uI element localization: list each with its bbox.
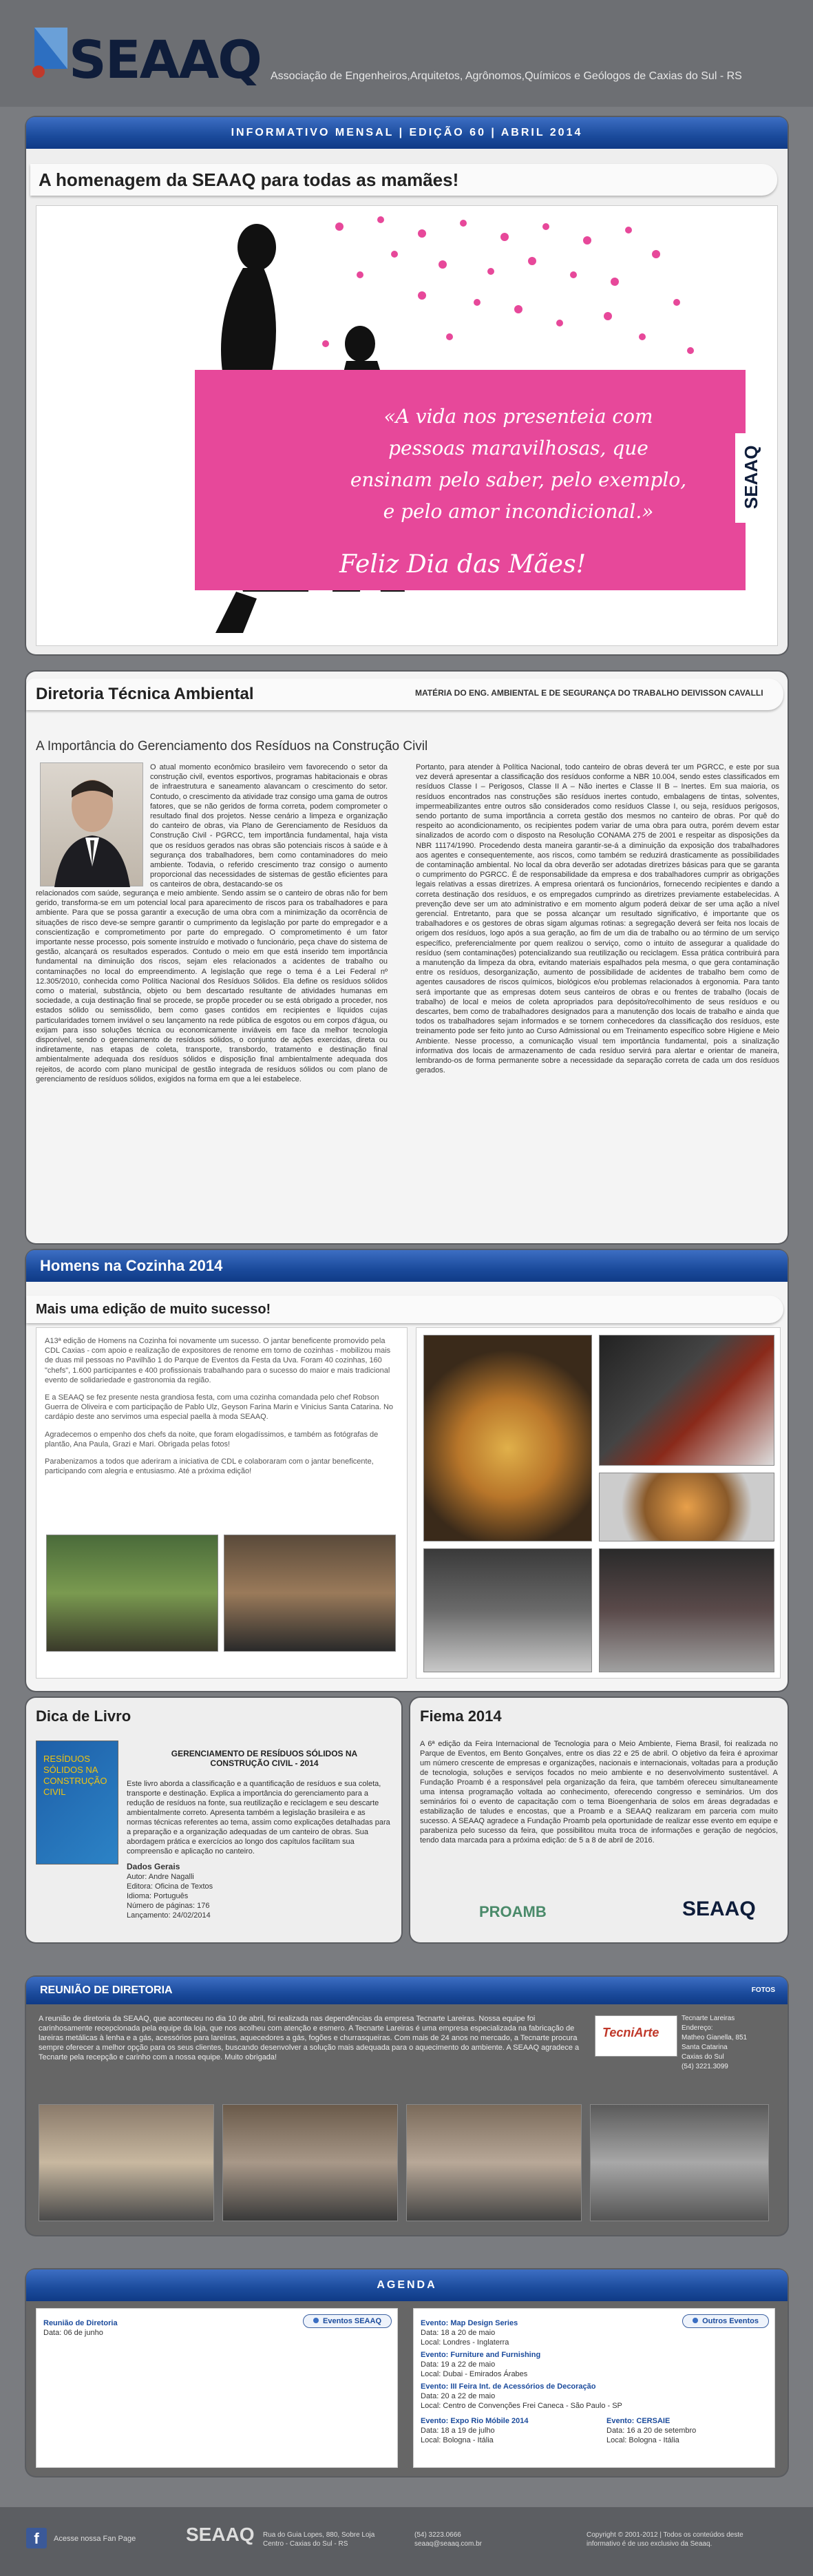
article-column: O atual momento econômico brasileiro vem favorecendo o setor da construção civil, eventos esportivos, programas habitacionais e obras de infraestrutura e saneamento alavancam o crescimento do setor. Contudo, o crescimento da atividade traz consigo uma gama de outros fatores, que se não geridos de forma correta, podem comprometer o resultado final dos projetos. Nesse cenário a limpeza e organização do canteiro de obras, via Plano de Gerenciamento de Resíduos da Construção Civil - PGRCC, tem importância fundamental, haja vista que os resíduos gerados nas obras são potenciais riscos à saúde e à segurança dos trabalhadores, bem como contaminadores do meio ambiente. Todavia, o referido crescimento traz consigo o aumento proporcional das necessidades de sistemas de gestão eficientes para os canteiros de obra, destacando-se os xyxy=(150,763,388,889)
mothers-day-quote xyxy=(326,401,711,528)
proamb-text: PROAMB xyxy=(479,1903,547,1920)
event-location: Local: Bologna - Itália xyxy=(606,2436,679,2444)
dica-livro-section xyxy=(26,1698,401,1942)
brand-text: SEAAQ xyxy=(741,445,761,509)
book-language: Idioma: Português xyxy=(127,1892,189,1900)
logo-text: SEAAQ xyxy=(69,29,261,90)
paragraph: A13ª edição de Homens na Cozinha foi novamente um sucesso. O jantar beneficente promovido pela CDL Caxias - com apoio e realização de expositores de renome em torno de cozinhas - mobilizou mais de duas mil pessoas no Pavilhão 1 do Parque de Eventos da Festa da Uva. Foram 40 cozinhas, 160 "chefs", 1.600 participantes e 400 profissionais trabalhando para o sucesso do maior e mais tradicional evento de solidariedade e gastronomia da região. xyxy=(45,1337,391,1384)
homens-bar: Homens na Cozinha 2014 xyxy=(26,1250,788,1282)
footer-address xyxy=(263,2531,374,2548)
book-author: Autor: Andre Nagalli xyxy=(127,1873,194,1881)
quote-line: ensinam pelo saber, pelo exemplo, xyxy=(350,468,687,491)
quote-line: «A vida nos presenteia com xyxy=(383,405,653,428)
agenda-event xyxy=(421,2382,622,2411)
agenda-bar: AGENDA xyxy=(26,2269,788,2301)
fan-page-link[interactable]: Acesse nossa Fan Page xyxy=(54,2535,136,2543)
info-line: Matheo Gianella, 851 xyxy=(682,2034,748,2042)
dica-title: Dica de Livro xyxy=(36,1707,131,1725)
mothers-day-banner xyxy=(36,205,778,646)
fiema-text: A 6ª edição da Feira Internacional de Tecnologia para o Meio Ambiente, Fiema Brasil, foi realizada no Parque de Eventos, em Bento Gonçalves, entre os dias 22 e 25 de abril. O objetivo da feira é aproximar um número crescente de empresas e organizações, nacionais e internacionais, voltadas para a produção de tecnologia, soluções e serviços focados no meio ambiente e no desenvolvimento sustentável. A Fundação Proamb é a responsável pela organização da feira, que também ofereceu simultaneamente uma intensa programação voltada ao conhecimento, oferecendo congresso e seminários. Um dos seminários foi o evento de capacitação com o tema Bioengenharia de solos em áreas degradadas e estabilização de taludes e encostas, que a Proamb e a SEAAQ realizaram em parceria com muito sucesso. A SEAAQ agradece a Fundação Proamb pela oportunidade de realizar esse evento em equipe e parabeniza pelo sucesso da feira, que possibilitou muita troca de informações e geração de negócios, tendo data marcada para a próxima edição: de 5 a 8 de abril de 2016. xyxy=(420,1740,778,1845)
fotos-link[interactable]: FOTOS xyxy=(751,1986,775,1994)
seaaq-text: SEAAQ xyxy=(682,1898,756,1920)
homens-text-panel xyxy=(36,1327,408,1679)
reuniao-text: A reunião de diretoria da SEAAQ, que aconteceu no dia 10 de abril, foi realizada nas dependências da empresa Tecnarte Lareiras. Nossa equipe foi carinhosamente recepcionada pela equipe da loja, que nos acolheu com atenção e esmero. A Tecnarte Lareiras é uma empresa especializada na fabricação de lareiras metálicas à lenha e a gás, acessórios para lareiras, aquecedores a gás, fogões e churrasqueiras. Com mais de 24 anos no mercado, a Tecnarte procura sempre oferecer a melhor opção para os seus clientes, buscando desenvolver a solução mais adequada para o aquecimento do ambiente. A SEAAQ agradece a Tecnarte pela recepção e carinho com a nossa equipe. Muito obrigada! xyxy=(39,2015,580,2061)
header xyxy=(0,0,813,107)
eventos-seaaq-tab[interactable]: Eventos SEAAQ xyxy=(303,2314,392,2328)
book-release: Lançamento: 24/02/2014 xyxy=(127,1911,211,1920)
event-title: Reunião de Diretoria xyxy=(43,2319,118,2327)
agenda-event xyxy=(421,2416,586,2445)
address-line: Rua do Guia Lopes, 880, Sobre Loja xyxy=(263,2531,375,2539)
event-date: Data: 19 a 22 de maio xyxy=(421,2360,496,2369)
tecniarte-logo xyxy=(595,2015,677,2057)
agenda-event xyxy=(421,2350,540,2379)
book-data xyxy=(127,1862,213,1920)
event-location: Local: Londres - Inglaterra xyxy=(421,2338,509,2347)
info-line: Tecnarte Lareiras xyxy=(682,2015,735,2022)
paragraph: E a SEAAQ se fez presente nesta grandiosa festa, com uma cozinha comandada pelo chef Robson Guerra de Oliveira e com participação de Pablo Ulz, Geyson Farina Marin e Vinicius Santa Catarina. No cardápio deste ano servimos uma especial paella à moda SEAAQ. xyxy=(45,1393,394,1422)
footer-logo: SEAAQ xyxy=(186,2524,255,2545)
quote-line: e pelo amor incondicional.» xyxy=(383,500,654,523)
copyright-line: Copyright © 2001-2012 | Todos os conteúdos deste xyxy=(587,2531,743,2539)
info-line: Caxias do Sul xyxy=(682,2053,724,2061)
facebook-icon[interactable]: f xyxy=(26,2528,47,2548)
event-title: Evento: Furniture and Furnishing xyxy=(421,2351,541,2359)
fiema-title: Fiema 2014 xyxy=(420,1707,502,1725)
header-subtitle: Associação de Engenheiros,Arquitetos, Agrônomos,Químicos e Geólogos de Caxias do Sul - RS xyxy=(271,70,742,82)
book-cover xyxy=(36,1741,118,1865)
info-line: Endereço: xyxy=(682,2024,713,2032)
paragraph: Agradecemos o empenho dos chefs da noite, que foram elogadíssimos, e também as fotógrafas de plantão, Ana Paula, Grazi e Mari. Obrigada pelas fotos! xyxy=(45,1430,379,1448)
info-line: Santa Catarina xyxy=(682,2044,728,2051)
agenda-event xyxy=(421,2318,518,2347)
tecniarte-text: TecniArte xyxy=(602,2026,659,2039)
homens-photo-panel xyxy=(416,1327,781,1679)
agenda-event xyxy=(43,2318,118,2338)
diretoria-section xyxy=(26,672,788,1243)
event-title: Evento: CERSAIE xyxy=(606,2417,671,2425)
photo-team xyxy=(46,1535,218,1652)
footer-email[interactable]: seaaq@seaaq.com.br xyxy=(414,2540,482,2548)
book-description: Este livro aborda a classificação e a quantificação de resíduos e sua coleta, transporte e destinação. Explica a importância do gerenciamento para a redução de resíduos na fonte, sua reutilização e reciclagem e seu descarte ambientalmente correto. Apresenta também a legislação brasileira e as normas técnicas referentes ao tema, assim como explicações detalhadas para a preparação e a organização adequadas de um canteiro de obras. Sua abordagem prática e exercícios ao longo dos capítulos facilitam sua compreensão e aplicação no canteiro. xyxy=(127,1780,390,1856)
footer-phone: (54) 3223.0666 xyxy=(414,2531,461,2539)
book-pages: Número de páginas: 176 xyxy=(127,1902,210,1910)
footer-copyright xyxy=(587,2531,793,2548)
article-heading: A Importância do Gerenciamento dos Resíduos na Construção Civil xyxy=(36,739,428,754)
copyright-line: informativo é de uso exclusivo da Seaaq. xyxy=(587,2540,712,2548)
event-title: Evento: Map Design Series xyxy=(421,2319,518,2327)
event-date: Data: 18 a 19 de julho xyxy=(421,2427,495,2435)
seaaq-vertical-logo xyxy=(735,433,767,523)
event-date: Data: 06 de junho xyxy=(43,2329,103,2337)
event-title: Evento: Expo Rio Móbile 2014 xyxy=(421,2417,529,2425)
event-date: Data: 20 a 22 de maio xyxy=(421,2392,496,2400)
agenda-seaaq-events xyxy=(36,2308,398,2468)
photo-paella-plate xyxy=(423,1335,592,1541)
meeting-photo xyxy=(590,2104,769,2221)
event-date: Data: 18 a 20 de maio xyxy=(421,2329,496,2337)
mothers-day-title: A homenagem da SEAAQ para todas as mamães! xyxy=(30,164,777,196)
paragraph: Parabenizamos a todos que aderiram a iniciativa de CDL e colaboraram com o jantar beneficente, participando com alegria e entusiasmo. Até a próxima edição! xyxy=(45,1457,374,1476)
photo-paella-pan xyxy=(599,1473,774,1541)
article-column: Portanto, para atender à Política Nacional, todo canteiro de obras deverá ter um PGRCC, e este por sua vez deverá apresentar a classificação dos resíduos conforme a NBR 10.004, sendo estes classificados em resíduos Classe I – Perigosos, Classe II A – Não inertes e Classe II B – Inertes. Em sua maioria, os resíduos encontrados nas construções são resíduos inertes contudo, embalagens de tintas, solventes, impermeabilizantes entre outros são considerados como resíduos Classe I, ou seja, resíduos perigosos, sendo portanto de suma importância a correta gestão dos mesmos no canteiro de obras. Por quê do respeito ao acondicionamento, os recipientes podem variar de uma obra para outra, porém devem estar sinalizados de acordo com o disposto na Resolução CONAMA 275 de 2001 e respeitar as disposições da NBR 11174/1990. Procedendo desta maneira garantir-se-á a diminuição da exposição dos trabalhadores aos agentes e consequentemente, aos riscos, como também se reduzirá drasticamente as possibilidades de contaminação ambiental. No local da obra deverão ser adotadas diretrizes básicas para que se garanta o cumprimento do PGRCC. É de responsabilidade da empresa e dos trabalhadores cumprir as obrigações legais relativas a essas diretrizes. A empresa orientará os funcionários, fornecendo recipientes e dando a correta destinação dos resíduos, e os empregados cumprindo as diretrizes previamente estabelecidas. A prevenção deve ser um ato administrativo e em momento algum poderá deixar de ser uma ação a nível gerencial. Entretanto, para que se possa alcançar um resultado significativo, é importante que os trabalhadores e os gestores de obras sigam algumas rotinas: a segregação deverá ser feita nos locais de origem dos resíduos, logo após a sua geração, ao fim de um dia de trabalho ou ao término de um serviço específico, preferencialmente por quem realizou o serviço, como o intuito de assegurar a qualidade do resíduo (sem contaminações) potencializando sua reutilização ou reciclagem. Essa prática contribuirá para a manutenção da limpeza da obra, evitando materiais espalhados pela mesma, o que gera contaminação entre os resíduos, desorganização, aumento de possibilidade de acidentes de trabalho bem como de agentes causadores de riscos químicos, biológicos e/ou problemas relacionados à ergonomia. Para tanto será importante que as empresas dotem seus canteiros de obras e ou frentes de trabalho (locais de trabalho) de local e meios de coleta apropriados para depósito/recolhimento de seus resíduos e ou descartes, bem como de trabalhadores designados para a manutenção dos locais de trabalho e ainda que todos os trabalhadores sejam informados e se tornem conhecedores da classificação dos resíduos, este treinamento pode ser feito junto ao Curso Admissional ou em Treinamento específico sobre Higiene e Meio Ambiente. Nesse processo, a comunicação visual tem importância fundamental, pois a sinalização informativa dos locais de armazenamento de cada resíduo servirá para alertar e orientar de maneira, lembrando-os de forma permanente sobre a necessidade da separação correta de cada um dos resíduos gerados. xyxy=(416,763,779,1075)
materia-credit: MATÉRIA DO ENG. AMBIENTAL E DE SEGURANÇA DO TRABALHO DEIVISSON CAVALLI xyxy=(415,688,763,698)
agenda-other-events xyxy=(413,2308,775,2468)
homens-section xyxy=(26,1250,788,1691)
outros-eventos-tab[interactable]: Outros Eventos xyxy=(682,2314,769,2328)
footer xyxy=(0,2507,813,2576)
seaaq-small-logo xyxy=(682,1898,756,1921)
address-line: Centro - Caxias do Sul - RS xyxy=(263,2540,348,2548)
agenda-event xyxy=(606,2416,696,2445)
event-date: Data: 16 a 20 de setembro xyxy=(606,2427,697,2435)
reuniao-section xyxy=(26,1977,788,2235)
homens-subtitle: Mais uma edição de muito sucesso! xyxy=(26,1296,783,1323)
photo-plates xyxy=(599,1335,774,1466)
author-photo xyxy=(40,762,143,886)
meeting-photo xyxy=(222,2104,398,2221)
event-location: Local: Dubai - Emirados Árabes xyxy=(421,2370,528,2378)
agenda-section xyxy=(26,2269,788,2476)
info-line: (54) 3221.3099 xyxy=(682,2063,728,2070)
diretoria-title: Diretoria Técnica Ambiental xyxy=(26,678,783,710)
reuniao-bar: REUNIÃO DE DIRETORIA xyxy=(26,1977,788,2004)
seaaq-logo-icon xyxy=(28,21,72,81)
book-data-title: Dados Gerais xyxy=(127,1862,180,1871)
photo-couple xyxy=(599,1548,774,1672)
proamb-logo xyxy=(479,1903,547,1921)
mothers-day-section xyxy=(26,117,788,654)
fiema-section xyxy=(410,1698,788,1942)
event-title: Evento: III Feira Int. de Acessórios de Decoração xyxy=(421,2382,596,2391)
book-heading: GERENCIAMENTO DE RESÍDUOS SÓLIDOS NA CONSTRUÇÃO CIVIL - 2014 xyxy=(171,1749,358,1768)
photo-group xyxy=(423,1548,592,1672)
newsletter-bar: INFORMATIVO MENSAL | EDIÇÃO 60 | ABRIL 2014 xyxy=(26,117,788,149)
meeting-photo xyxy=(406,2104,582,2221)
article-column: relacionados com saúde, segurança e meio ambiente. Sendo assim se o canteiro de obras não for bem gerido, transforma-se em um potencial local para aparecimento de riscos para os trabalhadores e para ambiente. Para que se possa garantir a execução de uma obra com a minimização da ocorrência de situações de risco deve-se sempre garantir o cumprimento da legislação por parte do empregador e a conscientização e comprometimento por parte do empregado. O comprometimento é um fator importante nesse processo, pois somente instruído e motivado o funcionário, peça chave do sistema de gestão, alcançará os resultados esperados. Contudo o meio em que está inserido tem importância fundamental na diminuição dos riscos, sejam eles relacionados a acidentes de trabalho ou contaminações no local do empreendimento. A legislação que rege o tema é a Lei Federal nº 12.305/2010, conhecida como Política Nacional dos Resíduos Sólidos. Ela define os resíduos sólidos como o material, substância, objeto ou bem descartado resultante de atividades humanas em sociedade, a cuja destinação final se procede, se propõe proceder ou se está obrigado a proceder, nos estados sólido ou semissólido, bem como gases contidos em recipientes e líquidos cujas particularidades tornem inviável o seu lançamento na rede pública de esgotos ou em corpos d'água, ou exijam para isso soluções técnica ou economicamente inviáveis em face da melhor tecnologia disponível, sendo o gerenciamento de resíduos sólidos, o conjunto de ações exercidas, direta ou indiretamente, nas etapas de coleta, transporte, transbordo, tratamento e destinação final ambientalmente adequada dos resíduos sólidos e disposição final ambientalmente adequada dos rejeitos, de acordo com plano municipal de gestão integrada de resíduos sólidos ou com plano de gerenciamento de resíduos sólidos, exigidos na forma em que a lei estabelece. xyxy=(36,889,388,1083)
quote-line: pessoas maravilhosas, que xyxy=(388,437,648,459)
book-publisher: Editora: Oficina de Textos xyxy=(127,1882,213,1891)
event-location: Local: Bologna - Itália xyxy=(421,2436,494,2444)
homens-text xyxy=(45,1336,400,1484)
author-silhouette xyxy=(41,763,144,887)
photo-chefs xyxy=(224,1535,396,1652)
book-cover-title: RESÍDUOS SÓLIDOS NA CONSTRUÇÃO CIVIL xyxy=(43,1754,107,1797)
meeting-photo xyxy=(39,2104,214,2221)
footer-contact xyxy=(414,2531,482,2548)
mothers-day-greeting: Feliz Dia das Mães! xyxy=(339,550,587,579)
event-location: Local: Centro de Convenções Frei Caneca - São Paulo - SP xyxy=(421,2402,622,2410)
tecniarte-info xyxy=(682,2014,747,2072)
